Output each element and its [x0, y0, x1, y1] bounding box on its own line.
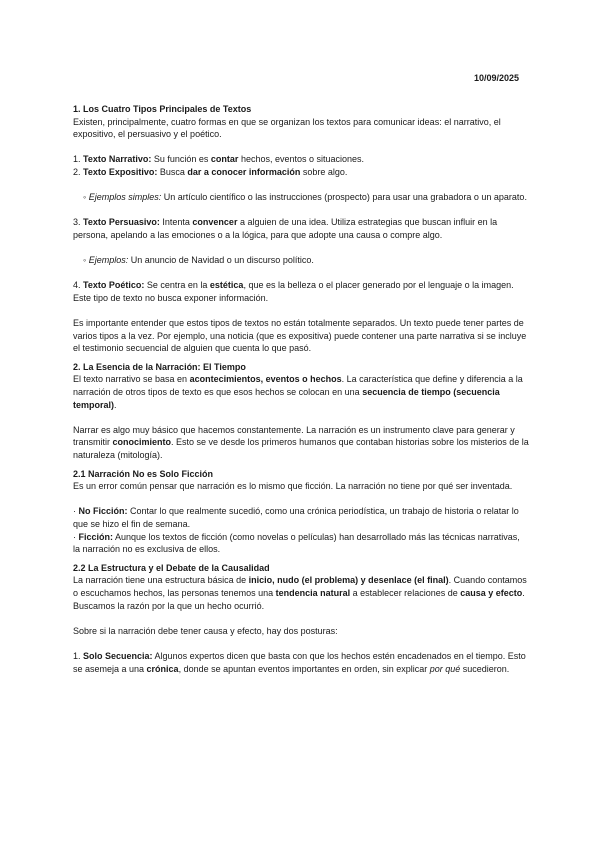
document-body — [73, 103, 529, 675]
expository-examples: ◦ Ejemplos simples: Un artículo científico o las instrucciones (prospecto) para usar una grabadora o un aparato. — [83, 192, 527, 203]
bullet-non-fiction: · No Ficción: Contar lo que realmente sucedió, como una crónica periodística, un trabajo de historia o relatar lo que se hizo el fin de semana. — [73, 506, 519, 529]
section-2-2-heading: 2.2 La Estructura y el Debate de la Causalidad — [73, 562, 270, 573]
section-1-heading: 1. Los Cuatro Tipos Principales de Textos — [73, 104, 252, 114]
section-2-1-paragraph: Es un error común pensar que narración es lo mismo que ficción. La narración no tiene por qué ser inventada. — [73, 481, 513, 492]
section-2-2-paragraph-1: La narración tiene una estructura básica de inicio, nudo (el problema) y desenlace (el final). Cuando contamos o escuchamos hechos, las personas tenemos una tendencia natural a establecer relaciones de causa y efecto. Buscamos la razón por la que un hecho ocurrió. — [73, 575, 527, 611]
persuasive-examples: ◦ Ejemplos: Un anuncio de Navidad o un discurso político. — [83, 255, 314, 266]
document-date: 10/09/2025 — [474, 73, 520, 83]
section-2-paragraph-1: El texto narrativo se basa en acontecimientos, eventos o hechos. La característica que define y diferencia a la narración de otros tipos de texto es que esos hechos se colocan en una secuencia de tiempo (secuencia temporal). — [73, 374, 523, 410]
section-2-heading: 2. La Esencia de la Narración: El Tiempo — [73, 361, 246, 372]
section-2-2-paragraph-2: Sobre si la narración debe tener causa y efecto, hay dos posturas: — [73, 625, 338, 636]
text-type-persuasive: 3. Texto Persuasivo: Intenta convencer a alguien de una idea. Utiliza estrategias que buscan influir en la persona, apelando a las emociones o a la lógica, para que adopte una causa o compre algo. — [73, 217, 498, 240]
text-type-expository: 2. Texto Expositivo: Busca dar a conocer información sobre algo. — [73, 166, 348, 177]
section-1-closing: Es importante entender que estos tipos de textos no están totalmente separados. Un texto puede tener partes de varios tipos a la vez. Por ejemplo, una noticia (que es expositiva) puede contener una parte narrativa si se incluye el testimonio secuencial de alguien que cuenta lo que pasó. — [73, 318, 527, 354]
section-2-1-heading: 2.1 Narración No es Solo Ficción — [73, 468, 214, 479]
text-type-poetic: 4. Texto Poético: Se centra en la estética, que es la belleza o el placer generado por el lenguaje o la imagen. Este tipo de texto no busca exponer información. — [73, 280, 514, 303]
bullet-fiction: · Ficción: Aunque los textos de ficción (como novelas o películas) han desarrollado más las técnicas narrativas, la narración no es exclusiva de ellos. — [73, 531, 520, 555]
posture-only-sequence: 1. Solo Secuencia: Algunos expertos dicen que basta con que los hechos estén encadenados en el tiempo. Esto se asemeja a una crónica, donde se apuntan eventos importantes en orden, sin explicar por qué sucedieron. — [73, 650, 526, 674]
text-type-narrative: 1. Texto Narrativo: Su función es contar hechos, eventos o situaciones. — [73, 154, 365, 165]
section-1-intro: Existen, principalmente, cuatro formas en que se organizan los textos para comunicar ideas: el narrativo, el expositivo, el persuasivo y el poético. — [73, 116, 501, 140]
section-2-paragraph-2: Narrar es algo muy básico que hacemos constantemente. La narración es un instrumento clave para generar y transmitir conocimiento. Esto se ve desde los primeros humanos que contaban historias sobre los misterios de la naturaleza (mitología). — [73, 424, 529, 461]
